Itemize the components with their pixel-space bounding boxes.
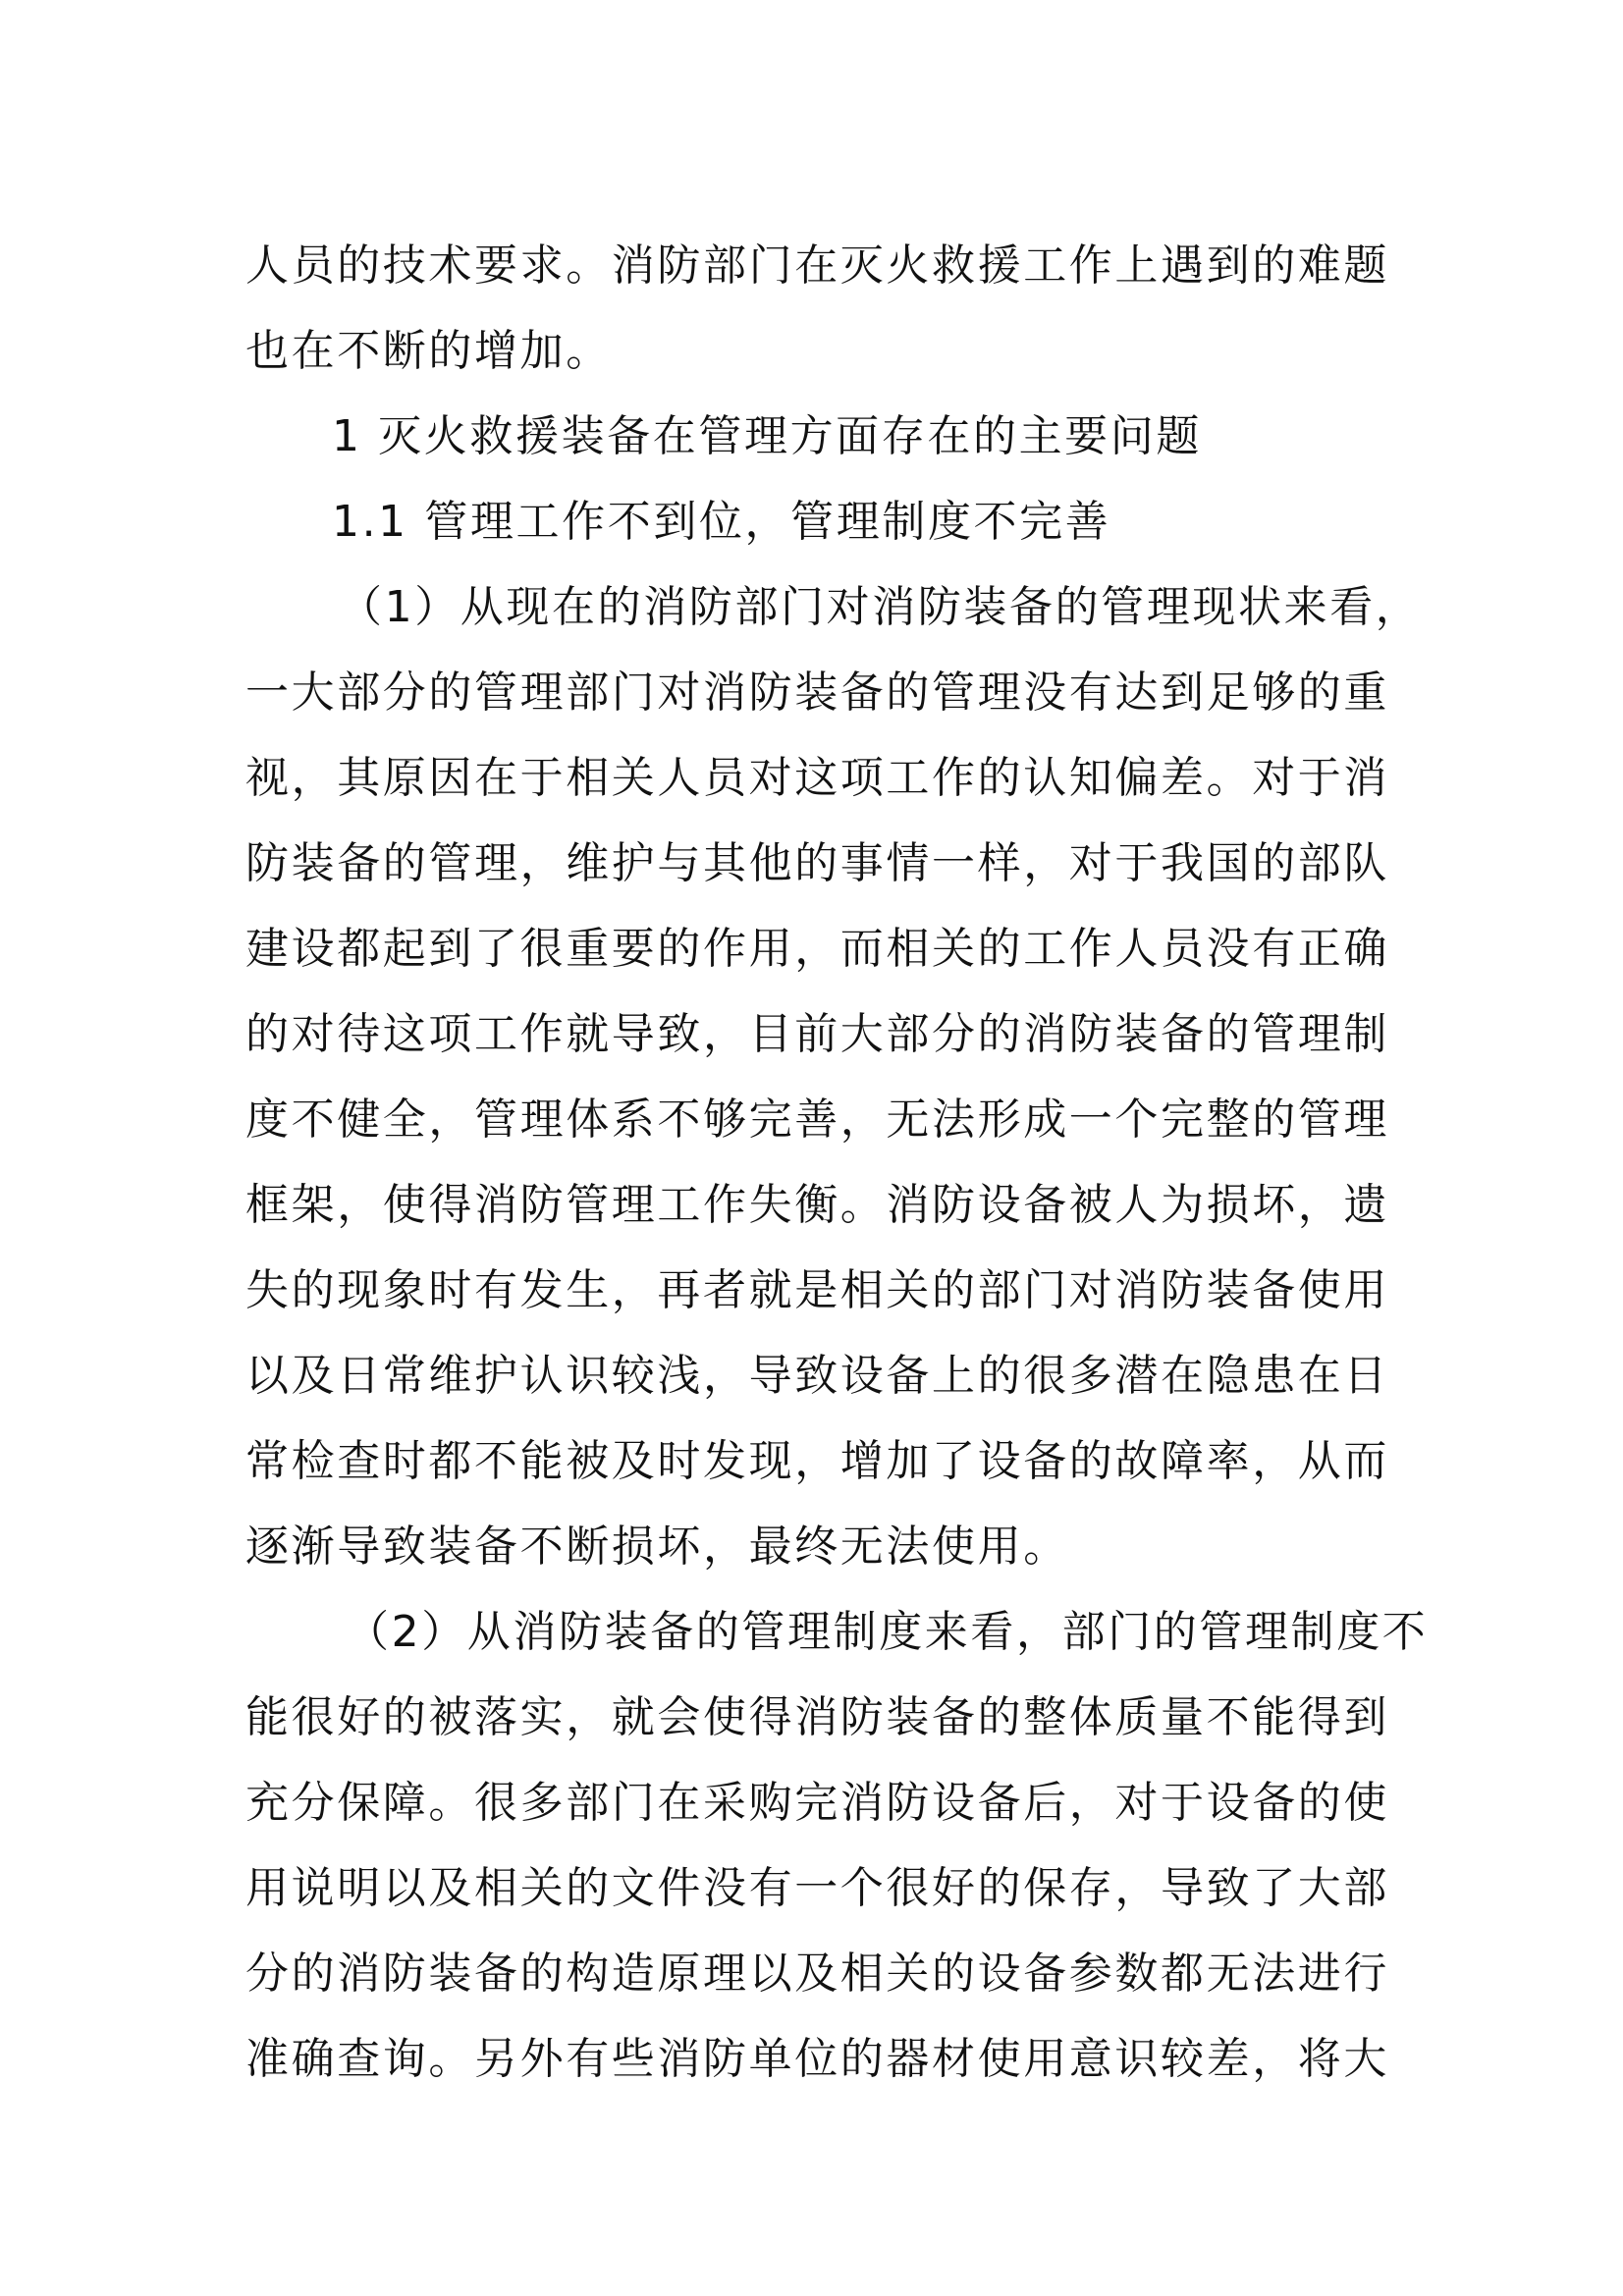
body-text-line: 充分保障。很多部门在采购完消防设备后，对于设备的使 — [245, 1778, 1389, 1828]
body-text-line: 能很好的被落实，就会使得消防装备的整体质量不能得到 — [245, 1692, 1389, 1742]
body-text-line: 一大部分的管理部门对消防装备的管理没有达到足够的重 — [245, 667, 1389, 718]
subsection-heading: 1.1 管理工作不到位，管理制度不完善 — [332, 497, 1111, 547]
body-text-line: 的对待这项工作就导致，目前大部分的消防装备的管理制 — [245, 1009, 1389, 1059]
body-text-line: 度不健全，管理体系不够完善，无法形成一个完整的管理 — [245, 1095, 1389, 1145]
body-text-line: 人员的技术要求。消防部门在灭火救援工作上遇到的难题 — [245, 240, 1389, 291]
body-text-line: 视，其原因在于相关人员对这项工作的认知偏差。对于消 — [245, 753, 1389, 803]
body-text-line: 框架，使得消防管理工作失衡。消防设备被人为损坏，遗 — [245, 1180, 1389, 1230]
body-text-line: 也在不断的增加。 — [245, 326, 612, 376]
body-text-line: 以及日常维护认识较浅，导致设备上的很多潜在隐患在日 — [245, 1351, 1389, 1401]
body-text-line: 防装备的管理，维护与其他的事情一样，对于我国的部队 — [245, 838, 1389, 888]
section-heading: 1 灭火救援装备在管理方面存在的主要问题 — [332, 411, 1202, 461]
paragraph-first-line: （1）从现在的消防部门对消防装备的管理现状来看， — [339, 582, 1422, 632]
body-text-line: 逐渐导致装备不断损坏，最终无法使用。 — [245, 1522, 1069, 1572]
body-text-line: 失的现象时有发生，再者就是相关的部门对消防装备使用 — [245, 1265, 1389, 1315]
body-text-line: 用说明以及相关的文件没有一个很好的保存，导致了大部 — [245, 1863, 1389, 1913]
paragraph-first-line: （2）从消防装备的管理制度来看，部门的管理制度不 — [346, 1607, 1429, 1657]
body-text-line: 建设都起到了很重要的作用，而相关的工作人员没有正确 — [245, 924, 1389, 974]
body-text-line: 分的消防装备的构造原理以及相关的设备参数都无法进行 — [245, 1949, 1389, 1999]
body-text-line: 常检查时都不能被及时发现，增加了设备的故障率，从而 — [245, 1436, 1389, 1486]
body-text-line: 准确查询。另外有些消防单位的器材使用意识较差，将大 — [245, 2034, 1389, 2084]
